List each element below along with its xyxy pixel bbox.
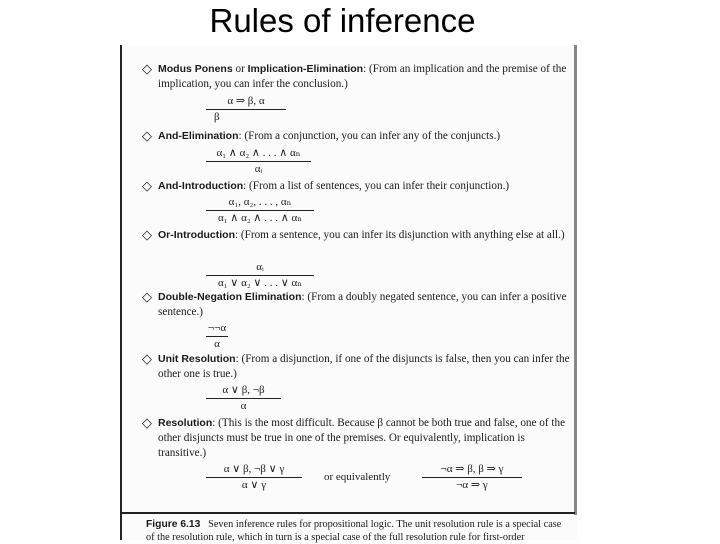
formula-conclusion: α₁ ∨ α₂ ∨ . . . ∨ αₙ: [217, 277, 303, 289]
diamond-bullet-icon: ◇: [142, 129, 152, 144]
rule-description: : (From a sentence, you can infer its disjunction with anything else at all.): [235, 229, 565, 241]
caption-divider: [120, 512, 575, 514]
rule-description: : (From a conjunction, you can infer any of the conjuncts.): [238, 130, 501, 142]
or-equivalently-label: or equivalently: [324, 471, 391, 483]
rule-description: : (From a disjunction, if one of the disjuncts is false, then you can infer the other one is true.): [158, 353, 570, 380]
formula-premises: ¬¬α: [207, 322, 227, 334]
rule-formula-equivalent: [422, 463, 522, 492]
rule-or-introduction: [142, 228, 573, 243]
rule-name: And-Introduction: [158, 180, 244, 192]
rule-description: : (From a doubly negated sentence, you can infer a positive sentence.): [158, 291, 567, 318]
rule-formula: [206, 463, 302, 492]
rule-modus-ponens: [142, 62, 573, 92]
rule-formula: [206, 196, 314, 225]
rule-name: Or-Introduction: [158, 229, 235, 241]
scan-edge: [574, 45, 577, 515]
formula-premises: α ⇒ β, α: [227, 95, 265, 107]
rule-description: : (From an implication and the premise of the implication, you can infer the conclusion.): [158, 63, 567, 90]
rule-name: Double-Negation Elimination: [158, 291, 302, 303]
inference-line: [206, 161, 311, 162]
diamond-bullet-icon: ◇: [142, 290, 152, 305]
rule-and-elimination: [142, 129, 573, 144]
rule-name: Modus Ponens: [158, 63, 233, 75]
figure-label: Figure 6.13: [146, 519, 201, 530]
formula-conclusion: β: [214, 111, 220, 123]
rule-formula: [206, 147, 311, 176]
rule-formula: [206, 322, 228, 351]
formula-conclusion: α₁ ∧ α₂ ∧ . . . ∧ αₙ: [217, 212, 303, 224]
inference-line: [206, 336, 228, 337]
rule-and-introduction: [142, 179, 573, 194]
rule-name: Unit Resolution: [158, 353, 236, 365]
inference-line: [206, 477, 302, 478]
inference-line: [206, 210, 314, 211]
diamond-bullet-icon: ◇: [142, 228, 152, 243]
caption-text: Seven inference rules for propositional logic. The unit resolution rule is a special case of the resolution rule, which in turn is a special case of the full resolution rule for first-order: [146, 519, 562, 543]
rule-description: : (This is the most difficult. Because β cannot be both true and false, one of the other disjuncts must be true in one of the premises. Or equivalently, implication is transitive.): [158, 417, 566, 459]
formula-conclusion: α: [240, 400, 247, 412]
formula-conclusion: ¬α ⇒ γ: [456, 479, 488, 491]
rule-double-negation-elimination: [142, 290, 573, 320]
diamond-bullet-icon: ◇: [142, 352, 152, 367]
formula-premises: α ∨ β, ¬β ∨ γ: [223, 463, 285, 475]
figure-caption: [146, 518, 571, 544]
rule-name: Resolution: [158, 417, 213, 429]
formula-premises: α₁ ∧ α₂ ∧ . . . ∧ αₙ: [216, 147, 301, 159]
rule-formula: [206, 261, 314, 290]
diamond-bullet-icon: ◇: [142, 416, 152, 431]
formula-premises: ¬α ⇒ β, β ⇒ γ: [440, 463, 504, 475]
inference-line: [206, 275, 314, 276]
slide-title: Rules of inference: [209, 2, 476, 39]
rule-name-connector: or: [232, 63, 248, 75]
formula-conclusion: αᵢ: [254, 163, 263, 175]
diamond-bullet-icon: ◇: [142, 179, 152, 194]
formula-premises: α ∨ β, ¬β: [222, 384, 265, 396]
rule-name-alt: Implication-Elimination: [247, 63, 364, 75]
formula-conclusion: α: [214, 338, 220, 350]
formula-conclusion: α ∨ γ: [241, 479, 267, 491]
inference-line: [206, 398, 281, 399]
rule-unit-resolution: [142, 352, 573, 382]
formula-premises: α₁, α₂, . . . , αₙ: [228, 196, 292, 208]
rule-resolution: [142, 416, 573, 461]
rule-formula: [206, 95, 286, 124]
rule-formula: [206, 384, 281, 413]
scanned-page: [120, 45, 577, 540]
diamond-bullet-icon: ◇: [142, 62, 152, 77]
inference-line: [206, 109, 286, 110]
inference-line: [422, 477, 522, 478]
rule-description: : (From a list of sentences, you can infer their conjunction.): [243, 180, 510, 192]
formula-premises: αᵢ: [256, 261, 264, 273]
rule-name: And-Elimination: [158, 130, 239, 142]
